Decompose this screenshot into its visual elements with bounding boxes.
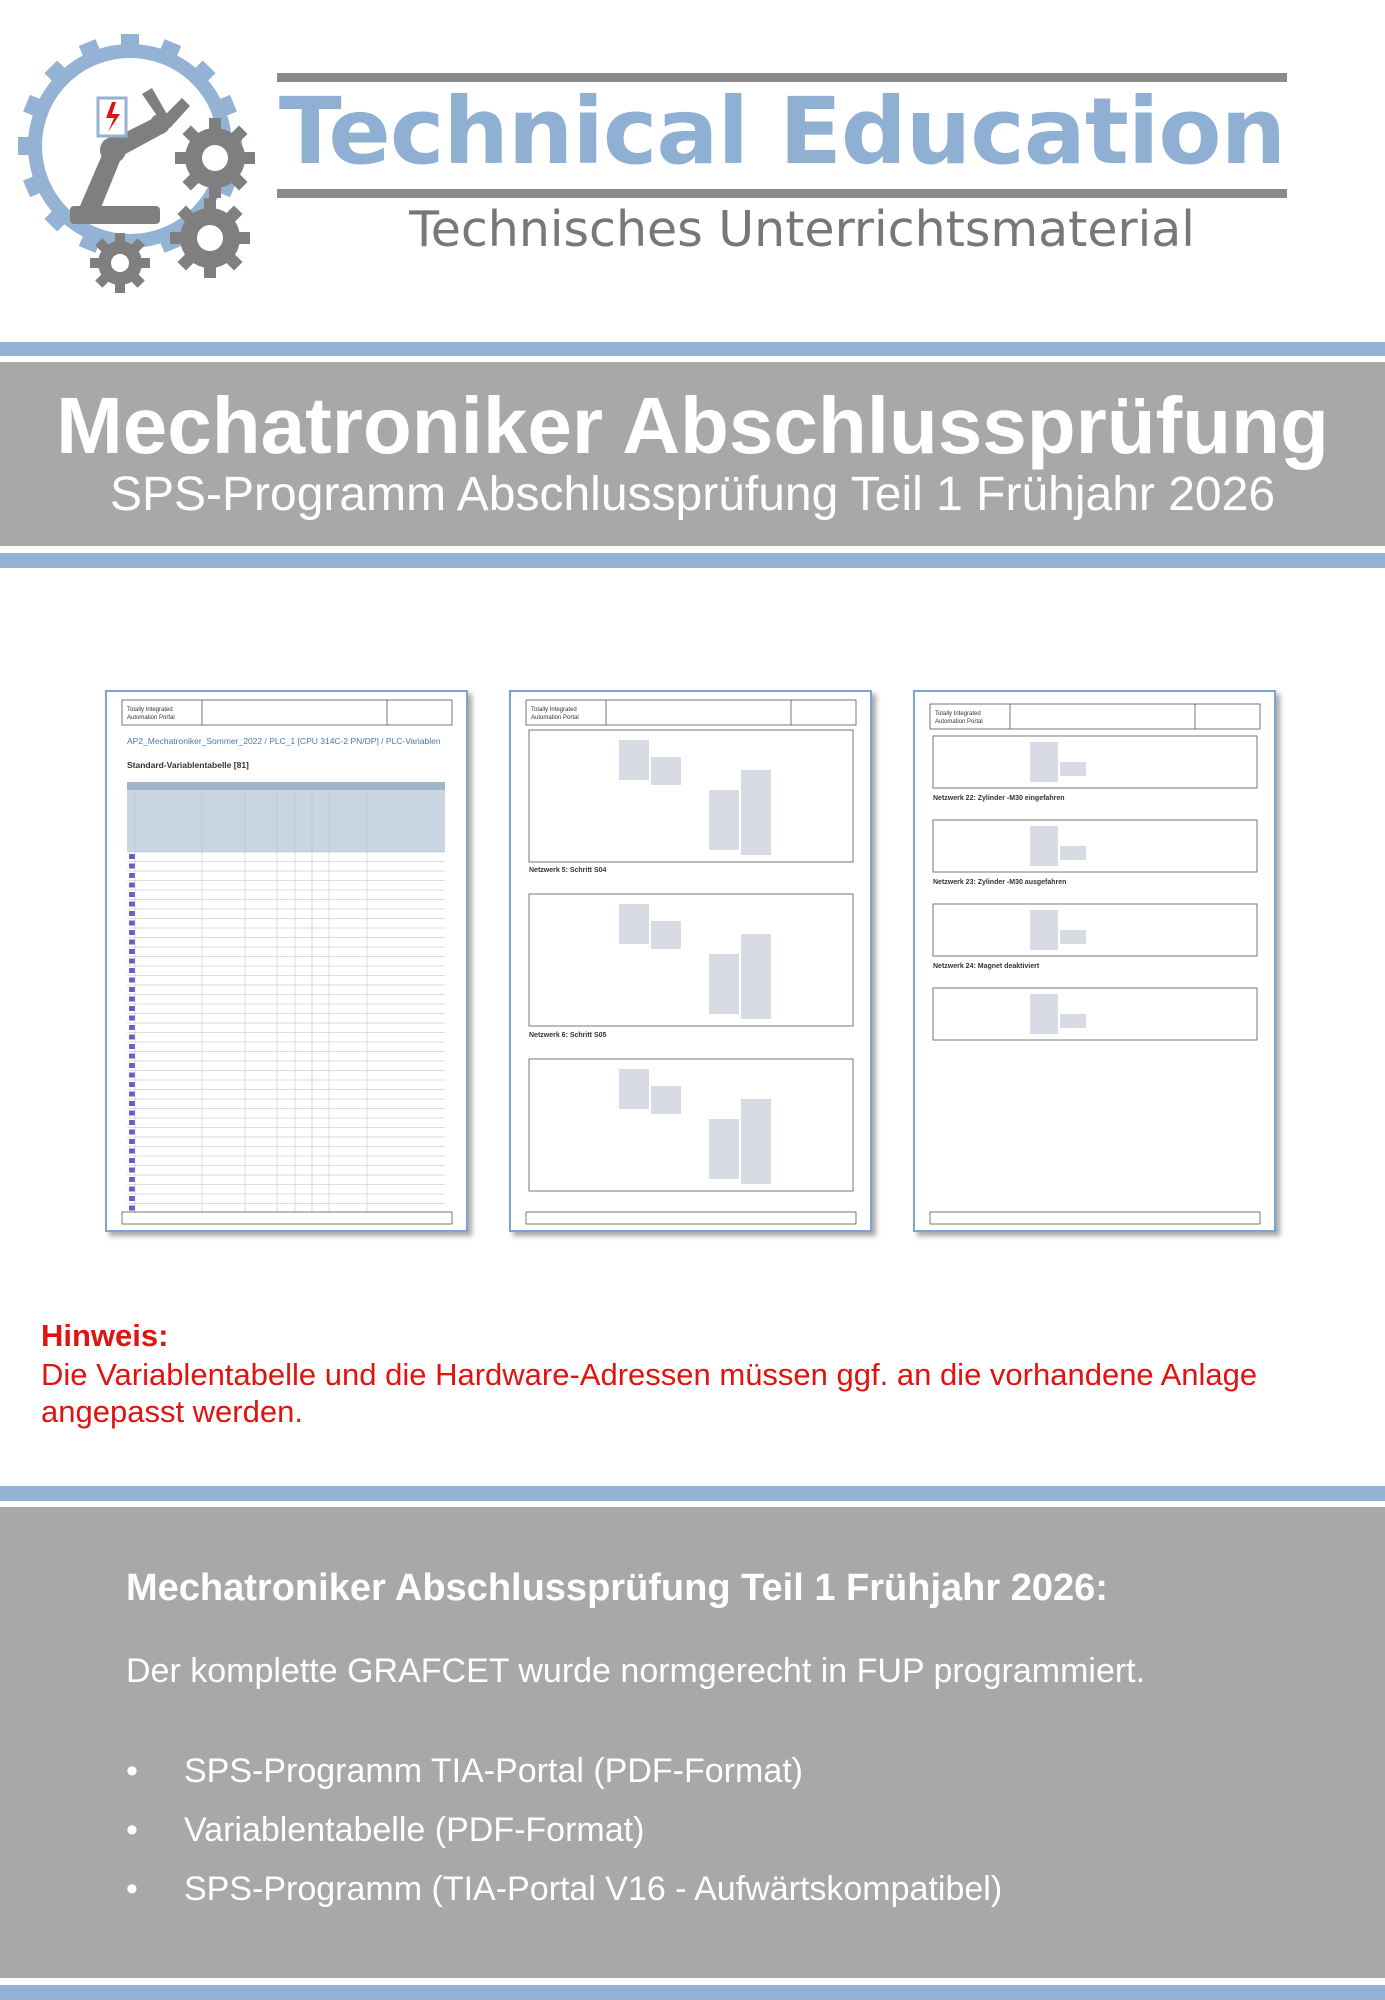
portal-label-1: Totally Integrated [935, 711, 981, 717]
portal-label-2: Automation Portal [531, 715, 579, 721]
note-text: Die Variablentabelle und die Hardware-Adressen müssen ggf. an die vorhandene Anlage angepasst werden. [41, 1357, 1258, 1429]
deliverables-list [126, 1750, 1002, 1927]
footer-description: Der komplette GRAFCET wurde normgerecht in FUP programmiert. [126, 1652, 1146, 1690]
table-heading: AP2_Mechatroniker_Sommer_2022 / PLC_1 [CPU 314C-2 PN/DP] / PLC-Variablen [127, 736, 441, 746]
thumbnail-variable-table [105, 690, 468, 1232]
page-title: Mechatroniker Abschlussprüfung [56, 381, 1329, 470]
thumbnail-fup-networks [913, 690, 1276, 1232]
network-6-label: Netzwerk 6: Schritt S05 [529, 1032, 607, 1039]
page-subtitle: SPS-Programm Abschlussprüfung Teil 1 Frühjahr 2026 [109, 468, 1276, 521]
footer-stripe-bottom [0, 1985, 1385, 2000]
note-heading: Hinweis: [41, 1318, 169, 1353]
network-5-label: Netzwerk 5: Schritt S04 [529, 867, 607, 874]
network-24-label: Netzwerk 24: Magnet deaktiviert [933, 963, 1040, 970]
bullet-icon: • [126, 1752, 138, 1790]
bullet-icon: • [126, 1811, 138, 1849]
portal-label-1: Totally Integrated [127, 707, 173, 713]
header-rule-middle [277, 189, 1287, 198]
fup-program-preview [511, 692, 870, 1230]
thumbnail-fup-program [509, 690, 872, 1232]
list-item [126, 1868, 1002, 1910]
list-item-label: Variablentabelle (PDF-Format) [184, 1811, 645, 1849]
table-subheading: Standard-Variablentabelle [81] [127, 760, 249, 770]
portal-label-2: Automation Portal [127, 715, 175, 721]
portal-label-2: Automation Portal [935, 719, 983, 725]
brand-subtitle: Technisches Unterrichtsmaterial [409, 201, 1195, 258]
brand-title: Technical Education [278, 78, 1286, 185]
portal-label-1: Totally Integrated [531, 707, 577, 713]
fup-networks-preview [915, 692, 1274, 1230]
bullet-icon: • [126, 1870, 138, 1908]
list-item-label: SPS-Programm TIA-Portal (PDF-Format) [184, 1752, 804, 1790]
banner-stripe-top [0, 342, 1385, 356]
network-23-label: Netzwerk 23: Zylinder -M30 ausgefahren [933, 879, 1067, 886]
gear-robot-logo-icon [10, 28, 275, 293]
network-22-label: Netzwerk 22: Zylinder -M30 eingefahren [933, 795, 1065, 802]
variable-table-preview [107, 692, 466, 1230]
list-item [126, 1809, 1002, 1851]
banner-stripe-bottom [0, 553, 1385, 568]
footer-stripe-top [0, 1486, 1385, 1501]
logo [10, 28, 275, 293]
footer-title: Mechatroniker Abschlussprüfung Teil 1 Frühjahr 2026: [126, 1567, 1108, 1609]
list-item-label: SPS-Programm (TIA-Portal V16 - Aufwärtskompatibel) [184, 1870, 1003, 1908]
list-item [126, 1750, 1002, 1792]
